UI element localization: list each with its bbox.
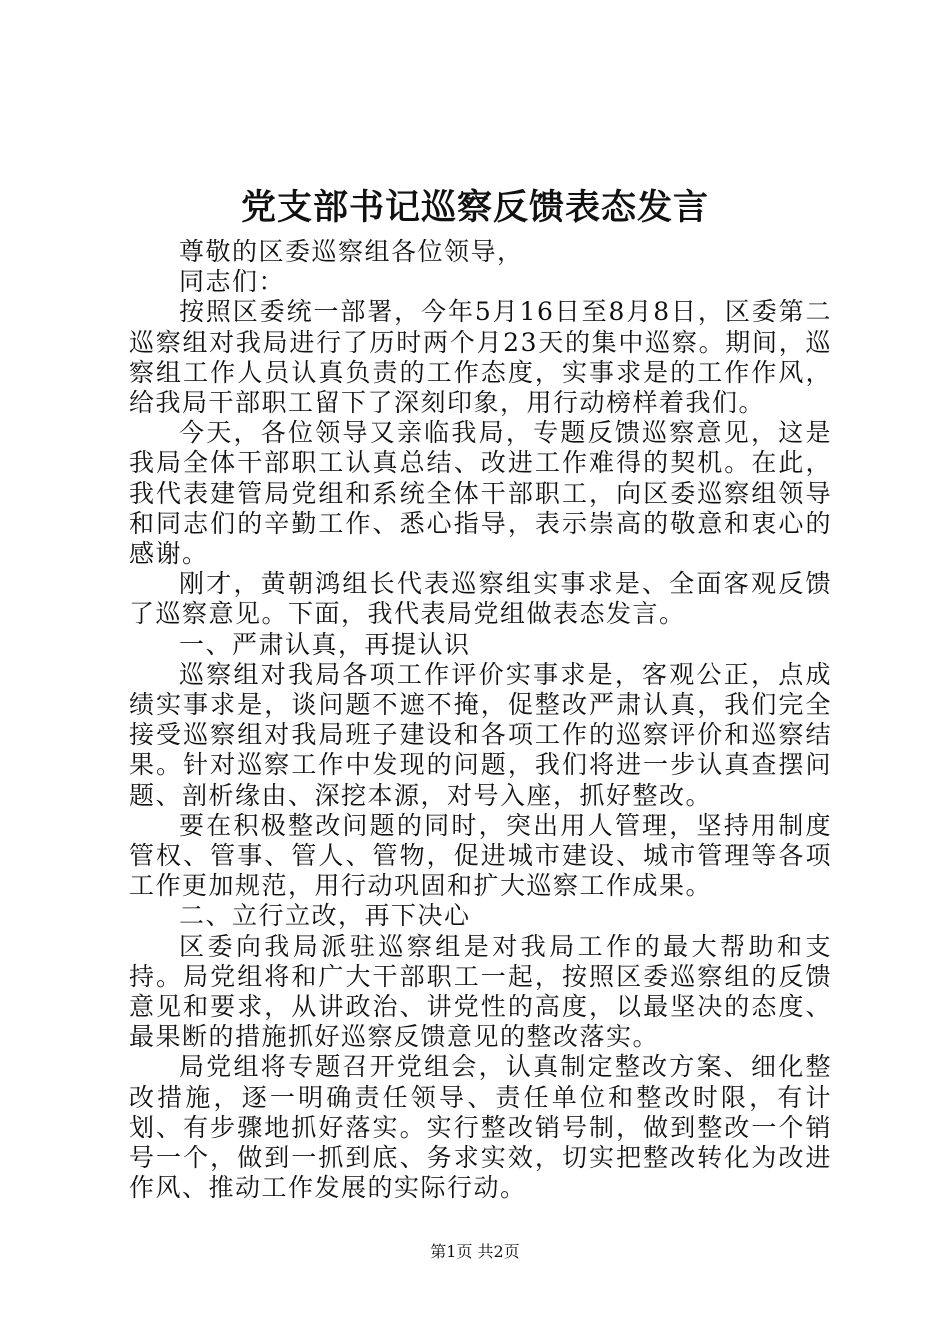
section-heading: 一、严肃认真，再提认识 [179, 629, 471, 659]
document-title: 党支部书记巡察反馈表态发言 [240, 187, 709, 228]
page-number: 第1页 共2页 [430, 1242, 520, 1261]
body-paragraph: 区委向我局派驻巡察组是对我局工作的最大帮助和支持。局党组将和广大干部职工一起，按照区委巡察组的反馈意见和要求，从讲政治、讲党性的高度，以最坚决的态度、最果断的措施抓好巡察反馈意见的整改落实。 [129, 931, 832, 1052]
salutation-paragraph: 尊敬的区委巡察组各位领导， [179, 237, 524, 266]
body-paragraph: 巡察组对我局各项工作评价实事求是，客观公正，点成绩实事求是，谈问题不遮不掩，促整改严肃认真，我们完全接受巡察组对我局班子建设和各项工作的巡察评价和巡察结果。针对巡察工作中发现的问题，我们将进一步认真查摆问题、剖析缘由、深挖本源，对号入座，抓好整改。 [129, 659, 832, 810]
body-paragraph: 刚才，黄朝鸿组长代表巡察组实事求是、全面客观反馈了巡察意见。下面，我代表局党组做表态发言。 [129, 569, 832, 629]
body-paragraph: 要在积极整改问题的同时，突出用人管理，坚持用制度管权、管事、管人、管物，促进城市建设、城市管理等各项工作更加规范，用行动巩固和扩大巡察工作成果。 [129, 810, 832, 901]
salutation-paragraph: 同志们： [179, 267, 286, 297]
body-paragraph: 按照区委统一部署，今年5月16日至8月8日，区委第二巡察组对我局进行了历时两个月23天的集中巡察。期间，巡察组工作人员认真负责的工作态度，实事求是的工作作风，给我局干部职工留下了深刻印象，用行动榜样着我们。 [129, 297, 832, 418]
body-paragraph: 局党组将专题召开党组会，认真制定整改方案、细化整改措施，逐一明确责任领导、责任单位和整改时限，有计划、有步骤地抓好落实。实行整改销号制，做到整改一个销号一个，做到一抓到底、务求实效，切实把整改转化为改进作风、推动工作发展的实际行动。 [129, 1052, 832, 1203]
document-body [129, 237, 832, 1204]
section-heading: 二、立行立改，再下决心 [179, 901, 471, 931]
body-paragraph: 今天，各位领导又亲临我局，专题反馈巡察意见，这是我局全体干部职工认真总结、改进工作难得的契机。在此，我代表建管局党组和系统全体干部职工，向区委巡察组领导和同志们的辛勤工作、悉心指导，表示崇高的敬意和衷心的感谢。 [129, 418, 832, 569]
